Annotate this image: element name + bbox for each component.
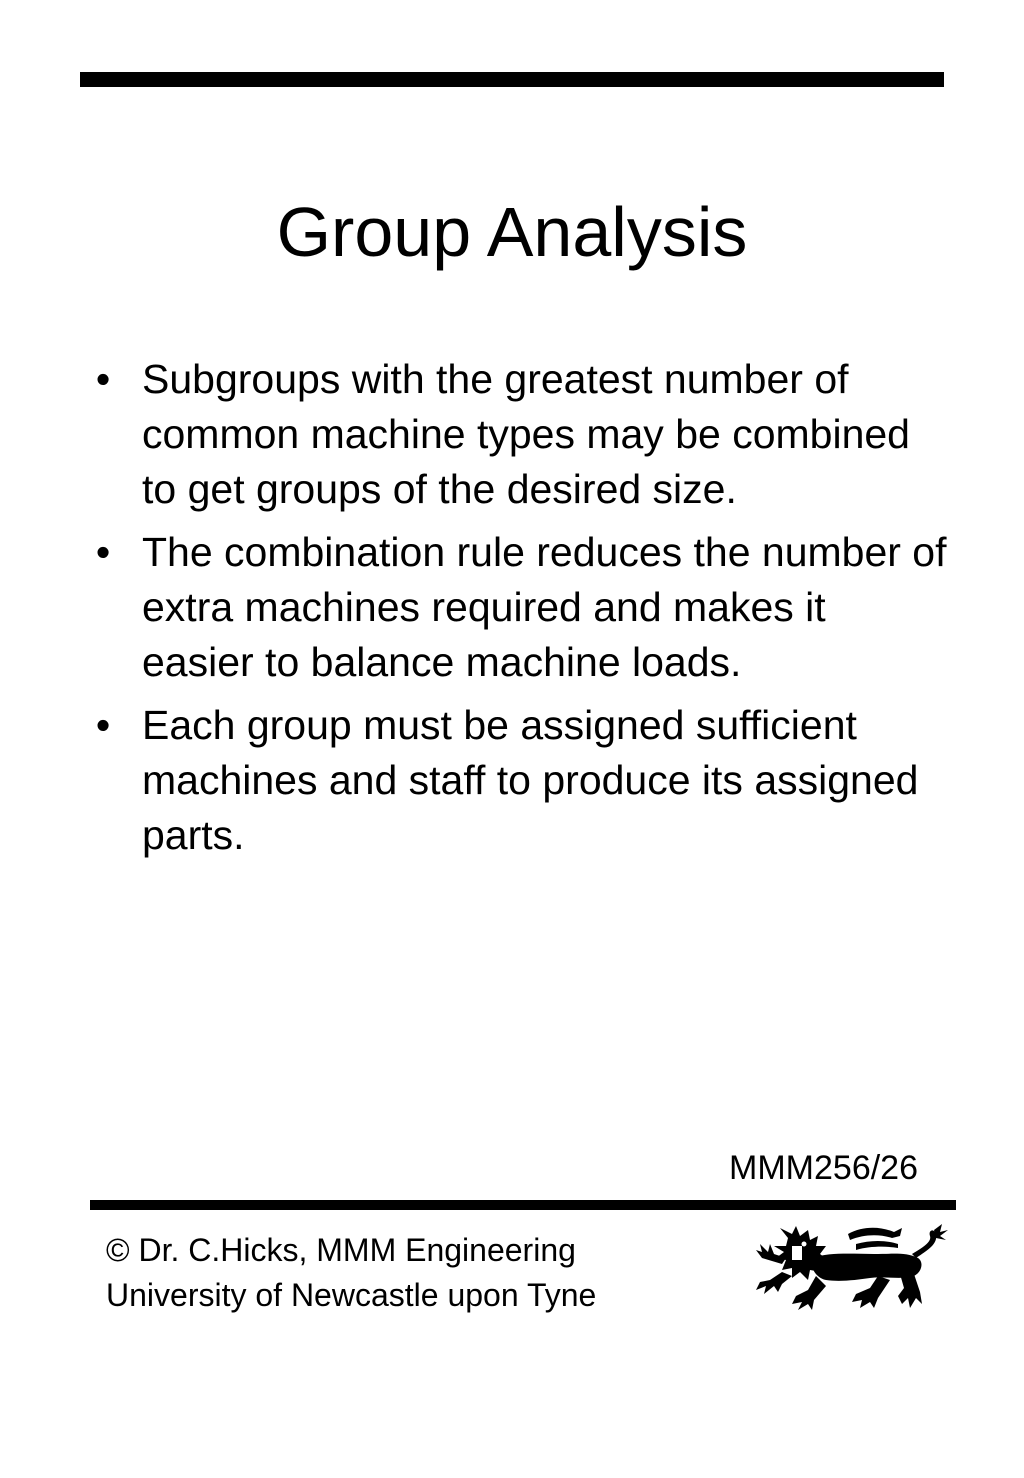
top-divider <box>80 72 944 87</box>
bullet-marker: • <box>95 702 111 748</box>
bullet-text: The combination rule reduces the number of extra machines required and makes it easier to balance machine loads. <box>142 529 947 685</box>
bullet-marker: • <box>95 356 111 402</box>
heraldic-lion-icon <box>752 1224 948 1310</box>
list-item <box>88 525 948 690</box>
footer-university: University of Newcastle upon Tyne <box>106 1277 597 1313</box>
list-item <box>88 352 948 517</box>
bullet-marker: • <box>95 529 111 575</box>
slide-title: Group Analysis <box>276 193 748 271</box>
slide-code: MMM256/26 <box>729 1149 918 1187</box>
footer-copyright: © Dr. C.Hicks, MMM Engineering <box>106 1232 576 1268</box>
footer-credit <box>106 1228 596 1318</box>
bullet-text: Subgroups with the greatest number of common machine types may be combined to get groups of the desired size. <box>142 356 910 512</box>
bullet-text: Each group must be assigned sufficient machines and staff to produce its assigned parts. <box>142 702 919 858</box>
bottom-divider <box>90 1200 956 1210</box>
list-item <box>88 698 948 863</box>
bullet-list <box>88 352 948 871</box>
